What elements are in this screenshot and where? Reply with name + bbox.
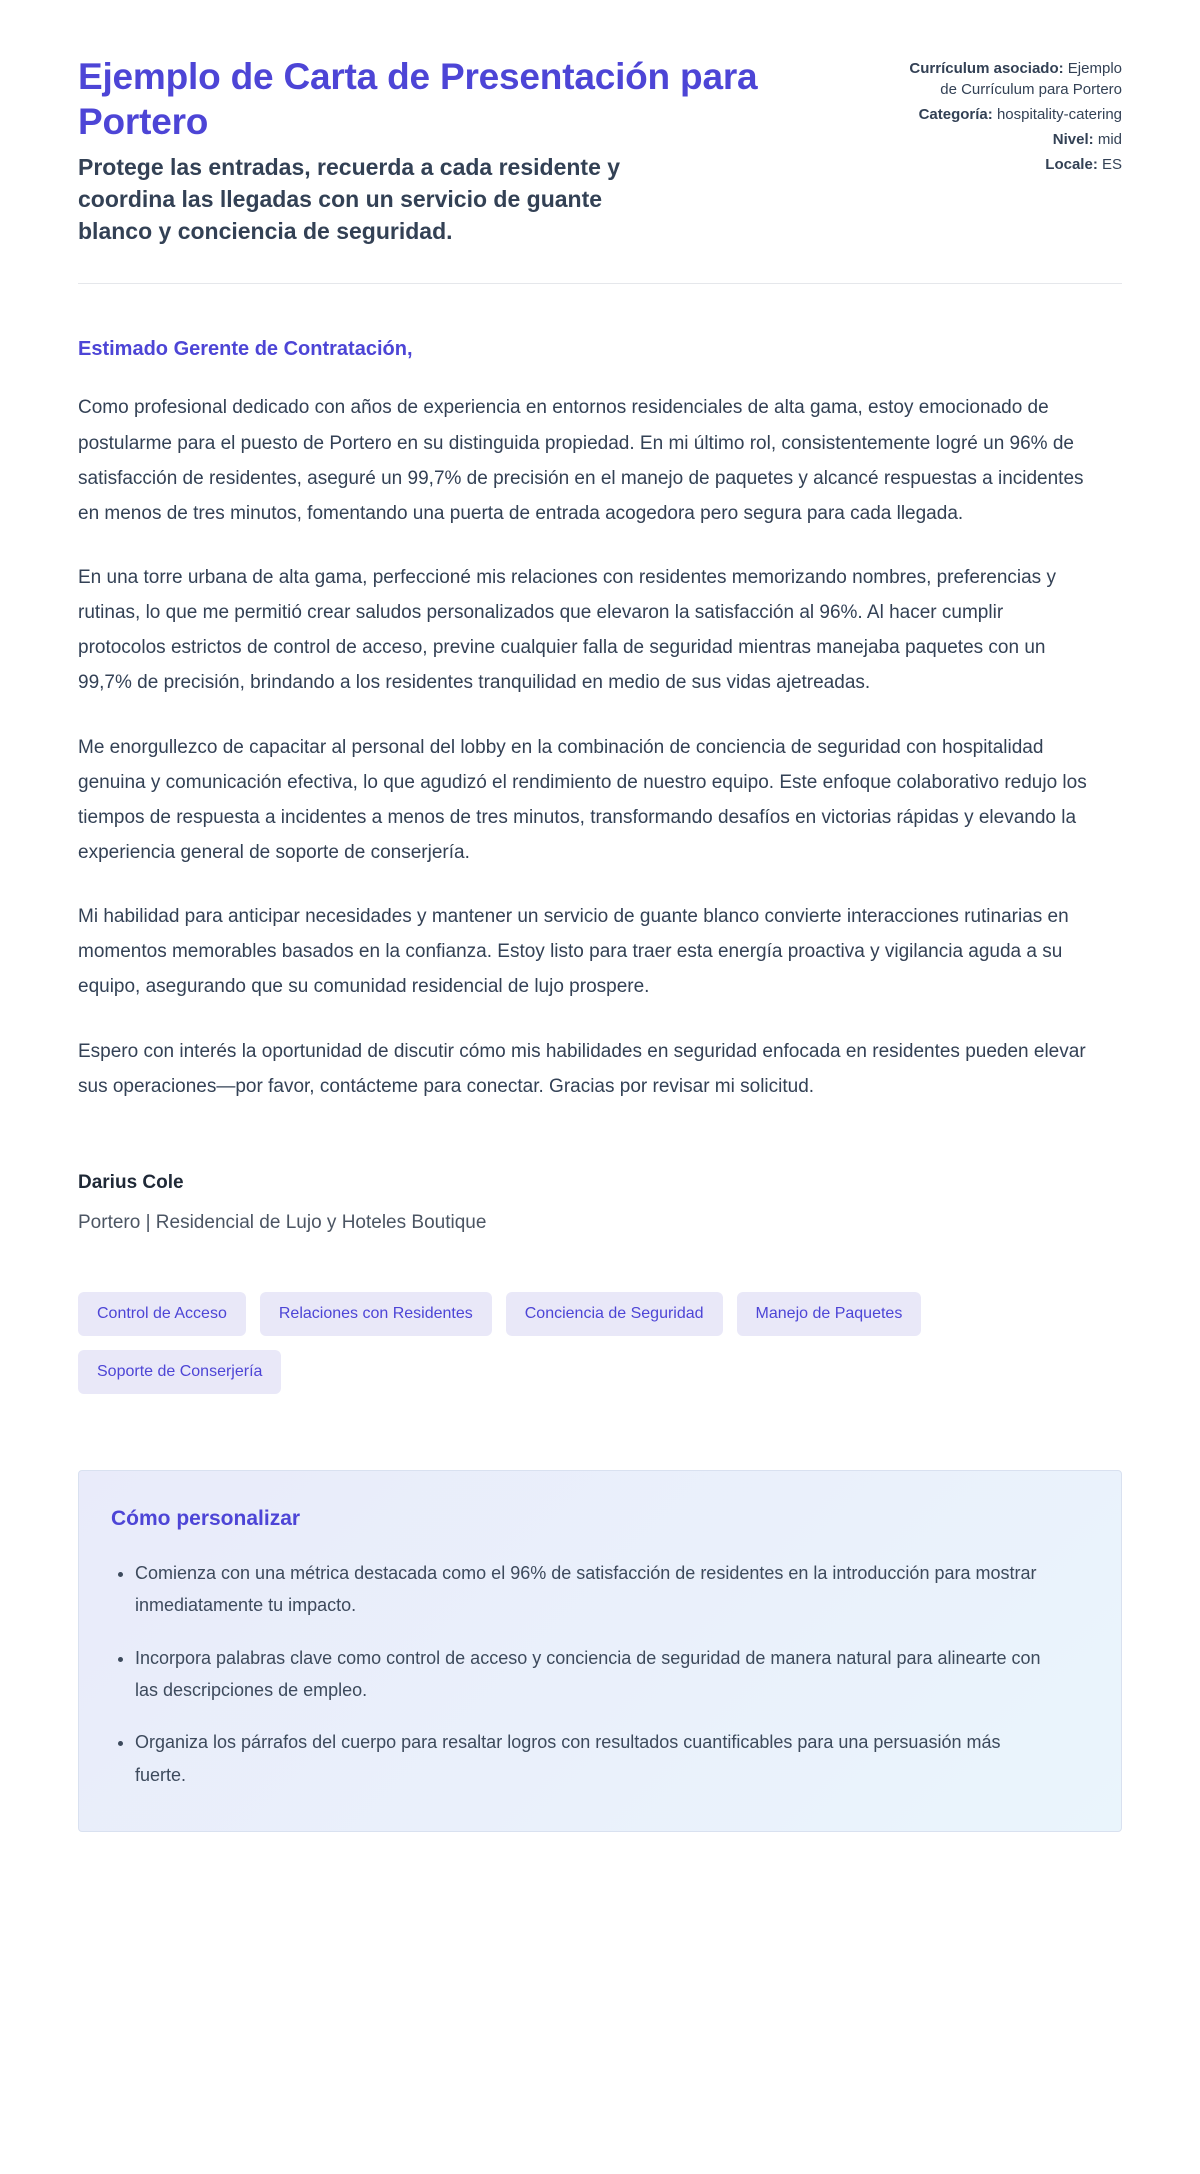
skill-tags xyxy=(78,1292,1088,1394)
meta-label: Nivel: xyxy=(1052,131,1094,148)
tag-chip-relaciones-con-residentes[interactable]: Relaciones con Residentes xyxy=(260,1292,492,1336)
letter-paragraph: En una torre urbana de alta gama, perfeccioné mis relaciones con residentes memorizando nombres, preferencias y rutinas, lo que me permitió crear saludos personalizados que elevaron la satisfacción al 96%. Al hacer cumplir protocolos estrictos de control de acceso, previne cualquier falla de seguridad mientras manejaba paquetes con un 99,7% de precisión, brindando a los residentes tranquilidad en medio de sus vidas ajetreadas. xyxy=(78,567,1056,694)
tag-chip-soporte-de-conserjeria[interactable]: Soporte de Conserjería xyxy=(78,1350,281,1394)
meta-item-locale xyxy=(897,154,1122,175)
meta-item-level xyxy=(897,129,1122,150)
customize-bullet: • Organiza los párrafos del cuerpo para resaltar logros con resultados cuantificables para una persuasión más fuerte. xyxy=(135,1726,1055,1791)
letter-paragraph: Como profesional dedicado con años de experiencia en entornos residenciales de alta gama, estoy emocionado de postularme para el puesto de Portero en su distinguida propiedad. En mi último rol, consistentemente logré un 96% de satisfacción de residentes, aseguré un 99,7% de precisión en el manejo de paquetes y alcancé respuestas a incidentes en menos de tres minutos, fomentando una puerta de entrada acogedora pero segura para cada llegada. xyxy=(78,397,1084,524)
page-header xyxy=(78,54,1122,247)
page-title: Ejemplo de Carta de Presentación para Portero xyxy=(78,56,758,143)
meta-item-category xyxy=(897,104,1122,125)
customize-tips-box xyxy=(78,1470,1122,1832)
tag-chip-conciencia-de-seguridad[interactable]: Conciencia de Seguridad xyxy=(506,1292,723,1336)
meta-value: Ejemplo de Currículum para Portero xyxy=(940,60,1122,98)
cover-letter-body xyxy=(78,338,1122,1233)
meta-label: Locale: xyxy=(1045,156,1098,173)
signature-name: Darius Cole xyxy=(78,1171,184,1193)
header-title-block xyxy=(78,54,778,247)
customize-bullet: • Incorpora palabras clave como control de acceso y conciencia de seguridad de manera natural para alinearte con las descripciones de empleo. xyxy=(135,1642,1055,1707)
meta-label: Currículum asociado: xyxy=(909,60,1064,77)
customize-bullet-list xyxy=(111,1557,1089,1791)
tag-chip-manejo-de-paquetes[interactable]: Manejo de Paquetes xyxy=(737,1292,922,1336)
letter-greeting: Estimado Gerente de Contratación, xyxy=(78,338,413,361)
meta-value: hospitality-catering xyxy=(996,106,1122,123)
meta-item-resume xyxy=(897,58,1122,100)
signature-role: Portero | Residencial de Lujo y Hoteles Boutique xyxy=(78,1211,487,1233)
customize-title: Cómo personalizar xyxy=(111,1506,301,1530)
page-subtitle: Protege las entradas, recuerda a cada residente y coordina las llegadas con un servicio de guante blanco y conciencia de seguridad. xyxy=(78,154,621,244)
meta-block xyxy=(897,54,1122,179)
header-divider xyxy=(78,283,1122,284)
letter-paragraph: Espero con interés la oportunidad de discutir cómo mis habilidades en seguridad enfocada en residentes pueden elevar sus operaciones—por favor, contácteme para conectar. Gracias por revisar mi solicitud. xyxy=(78,1040,1086,1097)
page-container xyxy=(78,0,1122,1892)
tag-chip-control-de-acceso[interactable]: Control de Acceso xyxy=(78,1292,246,1336)
meta-value: ES xyxy=(1101,156,1122,173)
customize-bullet: • Comienza con una métrica destacada como el 96% de satisfacción de residentes en la introducción para mostrar inmediatamente tu impacto. xyxy=(135,1557,1055,1622)
letter-paragraph: Me enorgullezco de capacitar al personal del lobby en la combinación de conciencia de seguridad con hospitalidad genuina y comunicación efectiva, lo que agudizó el rendimiento de nuestro equipo. Este enfoque colaborativo redujo los tiempos de respuesta a incidentes a menos de tres minutos, transformando desafíos en victorias rápidas y elevando la experiencia general de soporte de conserjería. xyxy=(78,736,1087,863)
letter-paragraph: Mi habilidad para anticipar necesidades y mantener un servicio de guante blanco convierte interacciones rutinarias en momentos memorables basados en la confianza. Estoy listo para traer esta energía proactiva y vigilancia aguda a su equipo, asegurando que su comunidad residencial de lujo prospere. xyxy=(78,906,1069,998)
meta-value: mid xyxy=(1097,131,1122,148)
signature-block xyxy=(78,1172,1122,1234)
meta-label: Categoría: xyxy=(918,106,993,123)
